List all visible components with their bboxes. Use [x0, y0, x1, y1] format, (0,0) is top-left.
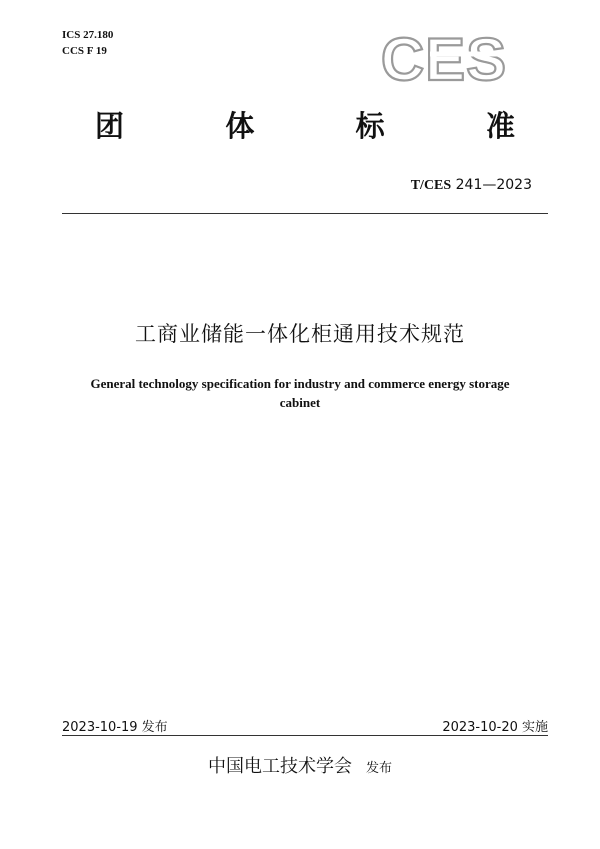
title-english-line1: General technology specification for industry and commerce energy storage: [90, 376, 510, 391]
implementation-date: 2023-10-20 实施: [442, 720, 548, 735]
bottom-divider: [62, 735, 548, 736]
standard-number: [411, 177, 532, 194]
ccs-code: CCS F 19: [62, 45, 107, 57]
title-chinese: 工商业储能一体化柜通用技术规范: [135, 322, 465, 346]
standard-type-char: 体: [225, 109, 255, 143]
top-divider: [62, 213, 548, 214]
publisher: [0, 752, 600, 778]
standard-type-char: 团: [95, 109, 125, 143]
standard-type-char: 标: [355, 109, 385, 143]
ces-logo: [378, 28, 510, 86]
standard-number-value: 241—2023: [455, 177, 532, 193]
standard-type-char: 准: [485, 109, 515, 143]
title-english: [50, 374, 550, 412]
standard-number-prefix: T/CES: [410, 178, 452, 193]
issue-date: 2023-10-19 发布: [62, 720, 168, 735]
publisher-name: 中国电工技术学会: [207, 756, 352, 777]
standard-type: [95, 104, 515, 145]
classification-codes: [62, 27, 113, 59]
ces-logo-text: CES: [380, 28, 508, 86]
publisher-suffix: 发布: [365, 761, 392, 776]
title-english-line2: cabinet: [279, 395, 321, 410]
ics-code: ICS 27.180: [62, 29, 114, 41]
